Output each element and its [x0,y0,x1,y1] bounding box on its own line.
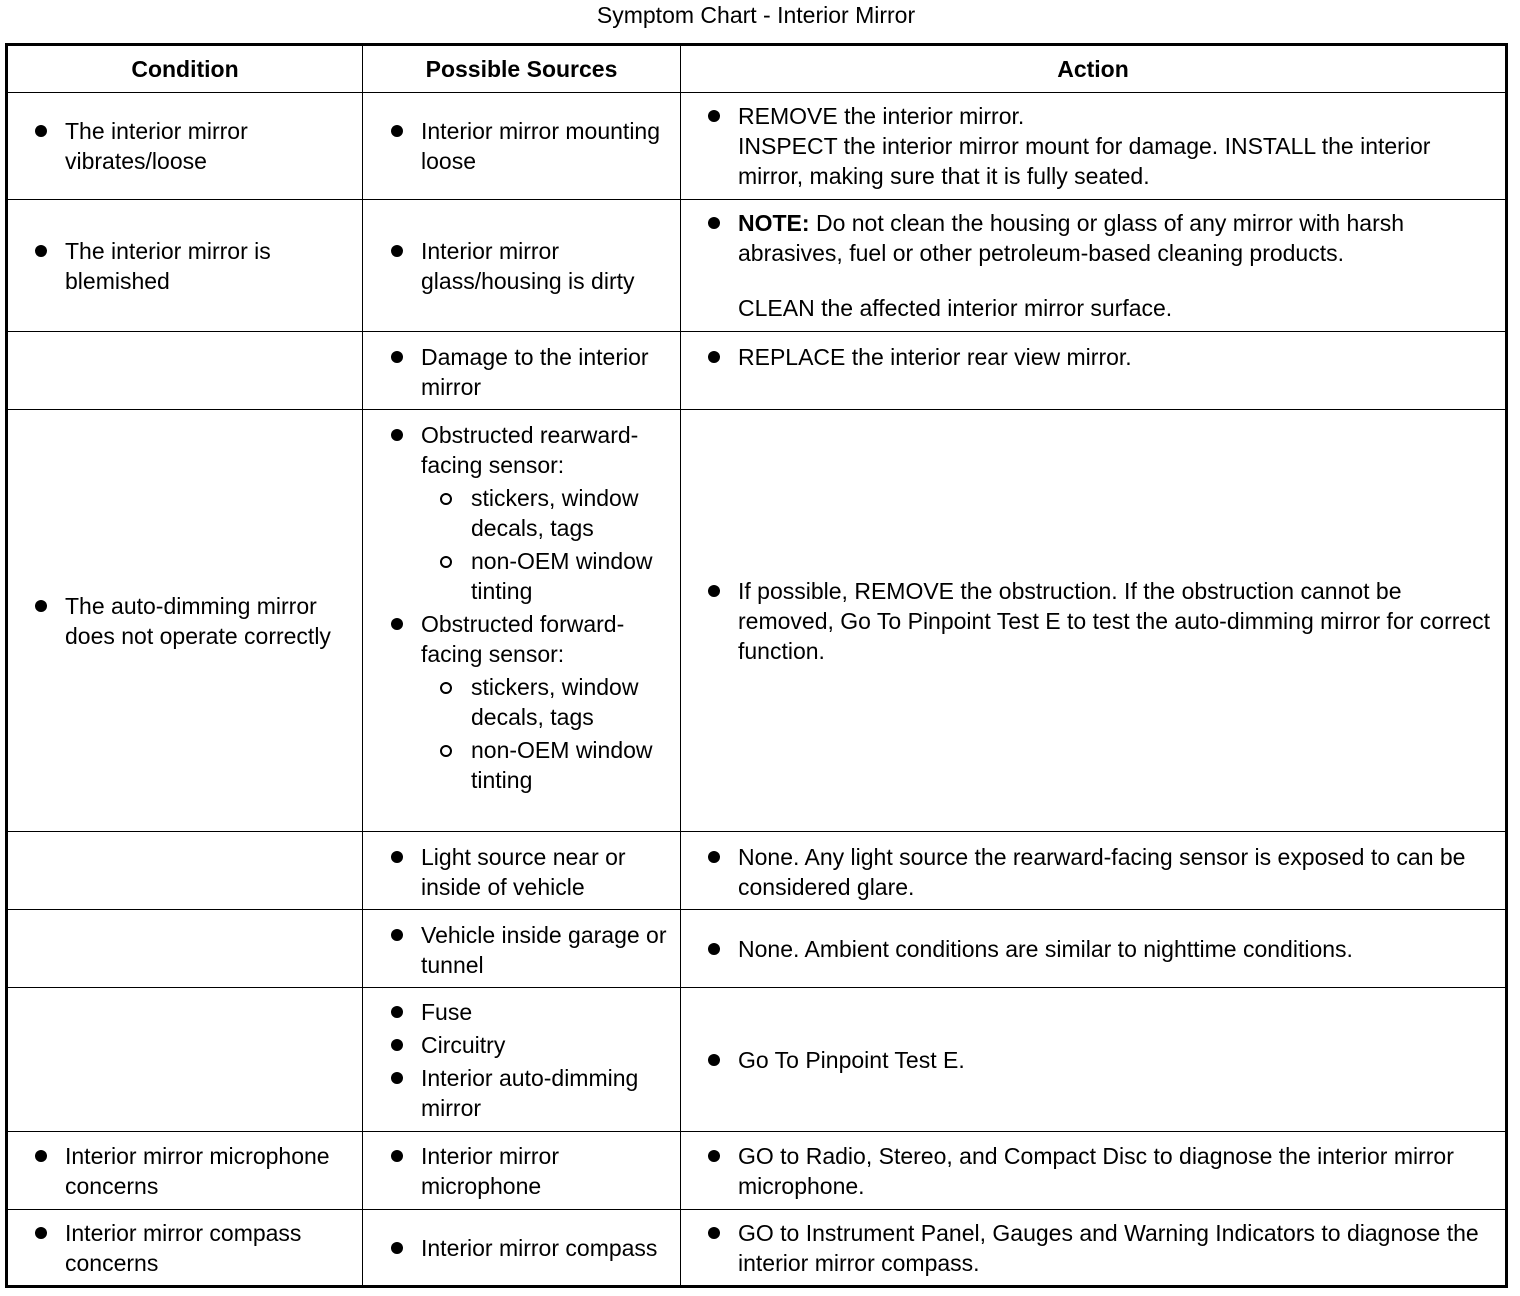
list-item: The interior mirror vibrates/loose [8,116,354,176]
bullet-icon [391,1006,403,1018]
list-item: The auto-dimming mirror does not operate correctly [8,591,354,651]
bullet-icon [708,217,720,229]
list-item: Fuse [363,997,672,1027]
bullet-icon [35,600,47,612]
bullet-icon [35,1150,47,1162]
action-cell [681,1210,1505,1285]
sub-list-item: stickers, window decals, tags [421,483,672,543]
action-cell [681,200,1505,332]
condition-cell [8,1132,363,1210]
sub-list-item: non-OEM window tinting [421,546,672,606]
list-item: Light source near or inside of vehicle [363,842,672,902]
list-item: Interior auto-dimming mirror [363,1063,672,1123]
symptom-table [5,43,1508,1288]
bullet-icon [391,618,403,630]
list-item: Obstructed forward-facing sensor: stickers, window decals, tags non-OEM window tinting [363,609,672,795]
bullet-icon [35,125,47,137]
list-item: REMOVE the interior mirror. INSPECT the interior mirror mount for damage. INSTALL the interior mirror, making sure that it is fully seated. [681,101,1497,191]
condition-cell [8,410,363,832]
action-cell [681,1132,1505,1210]
bullet-icon [708,943,720,955]
bullet-icon [708,351,720,363]
bullet-icon [708,110,720,122]
list-item: Go To Pinpoint Test E. [681,1045,1497,1075]
bullet-icon [708,1227,720,1239]
list-item: The interior mirror is blemished [8,236,354,296]
condition-cell [8,988,363,1132]
bullet-icon [708,851,720,863]
sources-cell [363,910,681,988]
note-label: NOTE: [738,210,810,236]
bullet-icon [391,1242,403,1254]
sources-cell [363,832,681,910]
condition-cell [8,1210,363,1285]
bullet-icon [391,245,403,257]
sources-cell [363,1210,681,1285]
list-item: Interior mirror microphone [363,1141,672,1201]
chart-title: Symptom Chart - Interior Mirror [596,2,916,28]
action-cell [681,832,1505,910]
sources-cell [363,1132,681,1210]
list-item: If possible, REMOVE the obstruction. If the obstruction cannot be removed, Go To Pinpoint Test E to test the auto-dimming mirror for correct function. [681,576,1497,666]
bullet-icon [708,1054,720,1066]
bullet-icon [35,1227,47,1239]
condition-cell [8,910,363,988]
action-cell [681,93,1505,200]
condition-cell [8,93,363,200]
action-cell [681,988,1505,1132]
sources-cell [363,332,681,410]
bullet-icon [391,125,403,137]
list-item: Interior mirror microphone concerns [8,1141,354,1201]
action-cell [681,910,1505,988]
action-cell [681,332,1505,410]
bullet-icon [708,1150,720,1162]
header-condition: Condition [8,46,363,93]
sub-list-item: non-OEM window tinting [421,735,672,795]
bullet-icon [391,1150,403,1162]
list-item: Circuitry [363,1030,672,1060]
sub-list-item: stickers, window decals, tags [421,672,672,732]
circle-bullet-icon [440,682,452,694]
bullet-icon [35,245,47,257]
list-item: NOTE: Do not clean the housing or glass of any mirror with harsh abrasives, fuel or other petroleum-based cleaning products. CLEAN the affected interior mirror surface. [681,208,1497,323]
list-item: Interior mirror glass/housing is dirty [363,236,672,296]
list-item: Damage to the interior mirror [363,342,672,402]
condition-cell [8,332,363,410]
sources-cell [363,93,681,200]
circle-bullet-icon [440,556,452,568]
sources-cell [363,200,681,332]
bullet-icon [391,1039,403,1051]
list-item: None. Ambient conditions are similar to nighttime conditions. [681,934,1497,964]
bullet-icon [391,429,403,441]
sources-cell [363,410,681,832]
condition-cell [8,832,363,910]
list-item: REPLACE the interior rear view mirror. [681,342,1497,372]
list-item: Interior mirror compass [363,1233,672,1263]
list-item: Obstructed rearward-facing sensor: stickers, window decals, tags non-OEM window tinting [363,420,672,606]
list-item: GO to Radio, Stereo, and Compact Disc to diagnose the interior mirror microphone. [681,1141,1497,1201]
bullet-icon [391,351,403,363]
condition-cell [8,200,363,332]
bullet-icon [391,1072,403,1084]
list-item: Interior mirror mounting loose [363,116,672,176]
action-cell [681,410,1505,832]
circle-bullet-icon [440,745,452,757]
circle-bullet-icon [440,493,452,505]
bullet-icon [391,929,403,941]
list-item: GO to Instrument Panel, Gauges and Warning Indicators to diagnose the interior mirror compass. [681,1218,1497,1278]
header-possible-sources: Possible Sources [363,46,681,93]
sources-cell [363,988,681,1132]
list-item: Vehicle inside garage or tunnel [363,920,672,980]
list-item: None. Any light source the rearward-facing sensor is exposed to can be considered glare. [681,842,1497,902]
bullet-icon [708,585,720,597]
header-action: Action [681,46,1505,93]
bullet-icon [391,851,403,863]
list-item: Interior mirror compass concerns [8,1218,354,1278]
